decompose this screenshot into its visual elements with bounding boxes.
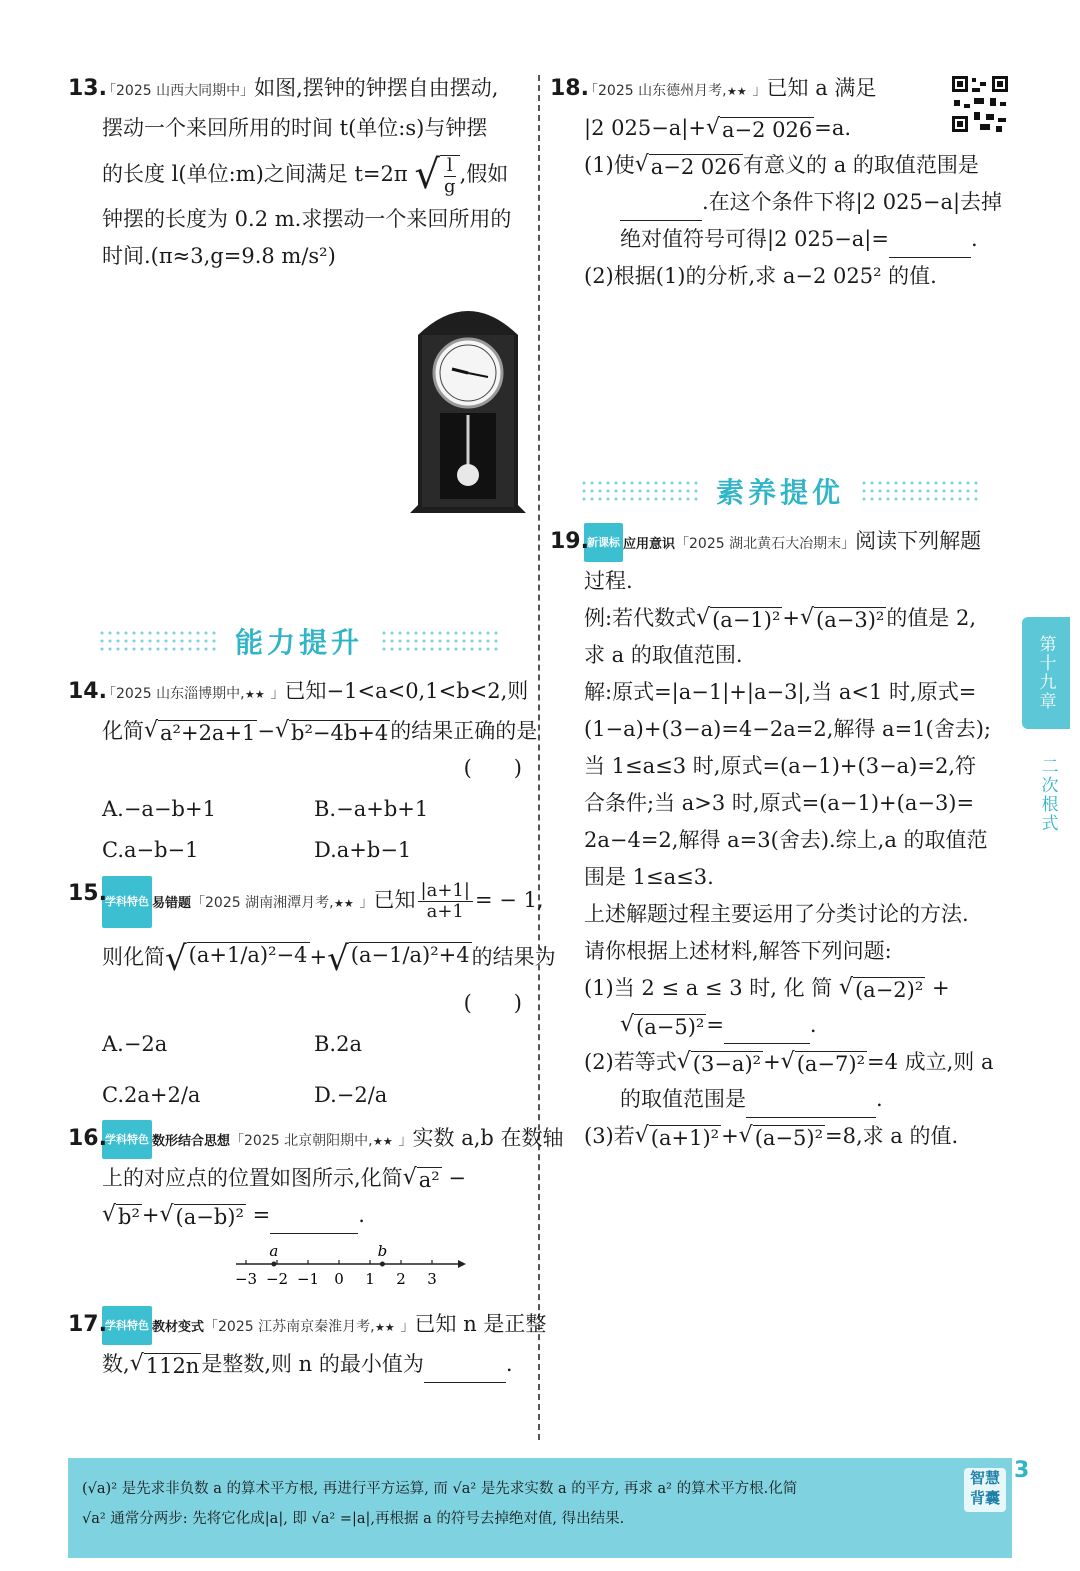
svg-text:★★: ★★ bbox=[726, 84, 747, 96]
option-c[interactable]: C.a−b−1 bbox=[102, 838, 199, 862]
option-b[interactable]: B.2a bbox=[314, 1032, 362, 1056]
svg-text:★★: ★★ bbox=[244, 687, 265, 699]
page-number: 3 bbox=[1014, 1458, 1030, 1483]
sqrt-symbol: √ b² bbox=[102, 1202, 140, 1229]
answer-blank[interactable] bbox=[724, 1023, 810, 1044]
sqrt-symbol: √ (a−7)² bbox=[780, 1049, 865, 1076]
svg-text:★★: ★★ bbox=[374, 1320, 395, 1332]
qr-code-icon bbox=[950, 74, 1010, 134]
q13-line4: 钟摆的长度为 0.2 m.求摆动一个来回所用的 bbox=[102, 207, 512, 231]
sqrt-symbol: √ (a−1)² bbox=[696, 605, 781, 632]
tick-label: −3 bbox=[234, 1270, 258, 1288]
question-18: 18. 「2025 山东德州月考, ★★ 」已知 a 满足 |2 025−a|+ √ a−2 026 =a. (1)使 √ a−2 026 有意义的 a 的取值范围是 .在这个条件下将|2 025−a|去掉 绝对值符号可得|2 025−a|= . (2)根据(1)的分析,求 a−2 025² 的值. bbox=[550, 70, 1010, 295]
question-19: 19. 新课标 应用意识「2025 湖北黄石大冶期末」阅读下列解题 过程. 例:若代数式 √ (a−1)² + √ (a−3)² 的值是 2, 求 a 的取值范围. 解:原式=|a−1|+|a−3|,当 a<1 时,原式= (1−a)+(3−a)=4−2a=2,解得 a=1(舍去); 当 1≤a≤3 时,原式=(a−1)+(3−a)=2,符 合条件;当 a>3 时,原式=(a−1)+(a−3)= 2a−4=2,解得 a=3(舍去).综上,a 的取值范 围是 1≤a≤3. 上述解题过程主要运用了分类讨论的方法. 请你根据上述材料,解答下列问题: (1)当 2 ≤ a ≤ 3 时, 化 简 √ (a−2)² + √ (a−5)² = . (2)若等式 √ (3−a)² + √ (a−7)² =4 成立,则 a 的取值范围是 . (3)若 √ (a+1)² + √ (a−5)² =8,求 a 的值. bbox=[550, 523, 1010, 1155]
number-line-point-b bbox=[380, 1262, 385, 1267]
option-a[interactable]: A.−a−b+1 bbox=[102, 797, 216, 821]
number-line bbox=[232, 1240, 530, 1300]
tick-label: −1 bbox=[296, 1270, 320, 1288]
answer-blank[interactable] bbox=[746, 1097, 876, 1118]
fraction: $\frac{l}{g}$ bbox=[443, 154, 456, 197]
q13-line3: 的长度 l(单位:m)之间满足 t=2π √ $\frac{l}{g}$ ,假如 bbox=[102, 151, 509, 198]
difficulty-stars-icon bbox=[245, 687, 271, 699]
difficulty-stars-icon bbox=[334, 896, 360, 908]
sqrt-symbol: √ (a−3)² bbox=[800, 605, 885, 632]
sqrt-symbol: √ (a−5)² bbox=[620, 1012, 705, 1039]
left-column bbox=[68, 70, 564, 1389]
option-a[interactable]: A.−2a bbox=[102, 1032, 168, 1056]
difficulty-stars-icon bbox=[375, 1320, 401, 1332]
fraction: $\frac{|a+1|}{a+1}$ bbox=[418, 881, 473, 922]
answer-blank[interactable] bbox=[270, 1213, 358, 1234]
answer-blank[interactable] bbox=[620, 200, 702, 221]
svg-text:★★: ★★ bbox=[333, 896, 354, 908]
q13-line1: 「2025 山西大同期中」如图,摆钟的钟摆自由摆动, bbox=[102, 76, 499, 100]
chapter-tab[interactable]: 第十九章 bbox=[1022, 617, 1070, 729]
option-b[interactable]: B.−a+b+1 bbox=[314, 797, 429, 821]
question-13 bbox=[68, 70, 530, 275]
options bbox=[102, 1026, 530, 1114]
svg-text:★★: ★★ bbox=[372, 1134, 393, 1146]
sqrt-symbol: √ (3−a)² bbox=[676, 1049, 762, 1076]
tick-label: 2 bbox=[396, 1270, 406, 1288]
answer-bracket: ( ) bbox=[463, 991, 522, 1015]
sqrt-symbol: √ (a+1/a)²−4 bbox=[165, 938, 308, 979]
number-line-point-a bbox=[271, 1262, 276, 1267]
option-c[interactable]: C.2a+2/a bbox=[102, 1083, 201, 1107]
tip-footer bbox=[68, 1458, 1012, 1558]
chapter-title: 二次根式 bbox=[1037, 757, 1058, 833]
section-title: 能力提升 bbox=[223, 615, 375, 667]
sqrt-symbol: √ a−2 026 bbox=[705, 115, 813, 142]
section-ability-banner bbox=[68, 615, 530, 663]
subject-feature-tag: 学科特色 bbox=[102, 876, 152, 928]
answer-blank[interactable] bbox=[889, 237, 971, 258]
tick-label: 3 bbox=[427, 1270, 437, 1288]
question-number: 13. bbox=[68, 76, 107, 101]
tick-label: 0 bbox=[334, 1270, 344, 1288]
sqrt-symbol: √ b²−4b+4 bbox=[275, 718, 389, 745]
sqrt-symbol: √ (a−b)² bbox=[159, 1202, 244, 1229]
option-d[interactable]: D.−2/a bbox=[314, 1083, 388, 1107]
point-label-a: a bbox=[269, 1242, 279, 1260]
sqrt-symbol: √ a−2 026 bbox=[634, 152, 742, 179]
tip-text: (√a)² 是先求非负数 a 的算术平方根, 再进行平方运算, 而 √a² 是先求实数 a 的平方, 再求 a² 的算术平方根.化简 √a² 通常分两步: 先将它化成|a|, 即 √a² =|a|,再根据 a 的符号去掉绝对值, 得出结果. bbox=[82, 1481, 798, 1527]
right-column bbox=[550, 70, 1010, 1161]
q13-line5: 时间.(π≈3,g=9.8 m/s²) bbox=[102, 244, 336, 268]
section-title: 素养提优 bbox=[704, 465, 856, 517]
sqrt-symbol: √ (a−2)² bbox=[838, 975, 924, 1002]
question-number: 19. bbox=[550, 529, 589, 554]
section-literacy-banner bbox=[550, 465, 1010, 513]
difficulty-stars-icon bbox=[373, 1134, 399, 1146]
sqrt-symbol: √ 112n bbox=[129, 1351, 200, 1378]
pendulum-clock-icon bbox=[408, 295, 528, 515]
answer-blank[interactable] bbox=[424, 1362, 506, 1383]
question-17: 17. 学科特色 教材变式「2025 江苏南京秦淮月考, ★★ 」已知 n 是正整 数, √ 112n 是整数,则 n 的最小值为 . bbox=[68, 1306, 530, 1383]
subject-feature-tag: 学科特色 bbox=[102, 1306, 152, 1345]
question-number: 15. bbox=[68, 881, 107, 906]
tick-label: −2 bbox=[265, 1270, 289, 1288]
question-number: 14. bbox=[68, 679, 107, 704]
tick-label: 1 bbox=[365, 1270, 375, 1288]
sqrt-symbol: √ $\frac{l}{g}$ bbox=[414, 155, 459, 197]
difficulty-stars-icon bbox=[727, 84, 753, 96]
wisdom-badge: 智慧背囊 bbox=[964, 1468, 1006, 1512]
sqrt-symbol: √ (a−1/a)²+4 bbox=[327, 938, 470, 979]
question-16: 16. 学科特色 数形结合思想「2025 北京朝阳期中, ★★ 」实数 a,b 在数轴 上的对应点的位置如图所示,化简 √ a² − √ b² + √ (a−b)² = . −3 −2 −1 0 1 2 3 a b bbox=[68, 1120, 530, 1300]
point-label-b: b bbox=[377, 1242, 388, 1260]
question-15: 15. 学科特色 易错题「2025 湖南湘潭月考, ★★ 」已知 $\frac{|a+1|}{a+1}$ = − 1, 则化简 √ (a+1/a)²−4 + √ (a−1/a)²+4 的结果为 ( ) A.−2a B.2a C.2a+2/a D.−2/a bbox=[68, 875, 530, 1114]
options bbox=[102, 791, 530, 869]
option-d[interactable]: D.a+b−1 bbox=[314, 838, 412, 862]
question-number: 17. bbox=[68, 1312, 107, 1337]
new-curriculum-tag: 新课标 bbox=[584, 523, 623, 562]
question-14: 14. 「2025 山东淄博期中, ★★ 」已知−1<a<0,1<b<2,则 化简 √ a²+2a+1 − √ b²−4b+4 的结果正确的是 ( ) A.−a−b+1 B.−a+b+1 C.a−b−1 D.a+b−1 bbox=[68, 673, 530, 869]
column-divider bbox=[538, 75, 540, 1440]
sqrt-symbol: √ (a−5)² bbox=[738, 1123, 823, 1150]
sqrt-symbol: √ a² bbox=[402, 1165, 440, 1192]
q13-line2: 摆动一个来回所用的时间 t(单位:s)与钟摆 bbox=[102, 116, 488, 140]
sqrt-symbol: √ a²+2a+1 bbox=[144, 718, 256, 745]
subject-feature-tag: 学科特色 bbox=[102, 1120, 152, 1159]
sqrt-symbol: √ (a+1)² bbox=[634, 1123, 720, 1150]
question-number: 18. bbox=[550, 76, 589, 101]
question-number: 16. bbox=[68, 1126, 107, 1151]
answer-bracket: ( ) bbox=[463, 756, 522, 780]
